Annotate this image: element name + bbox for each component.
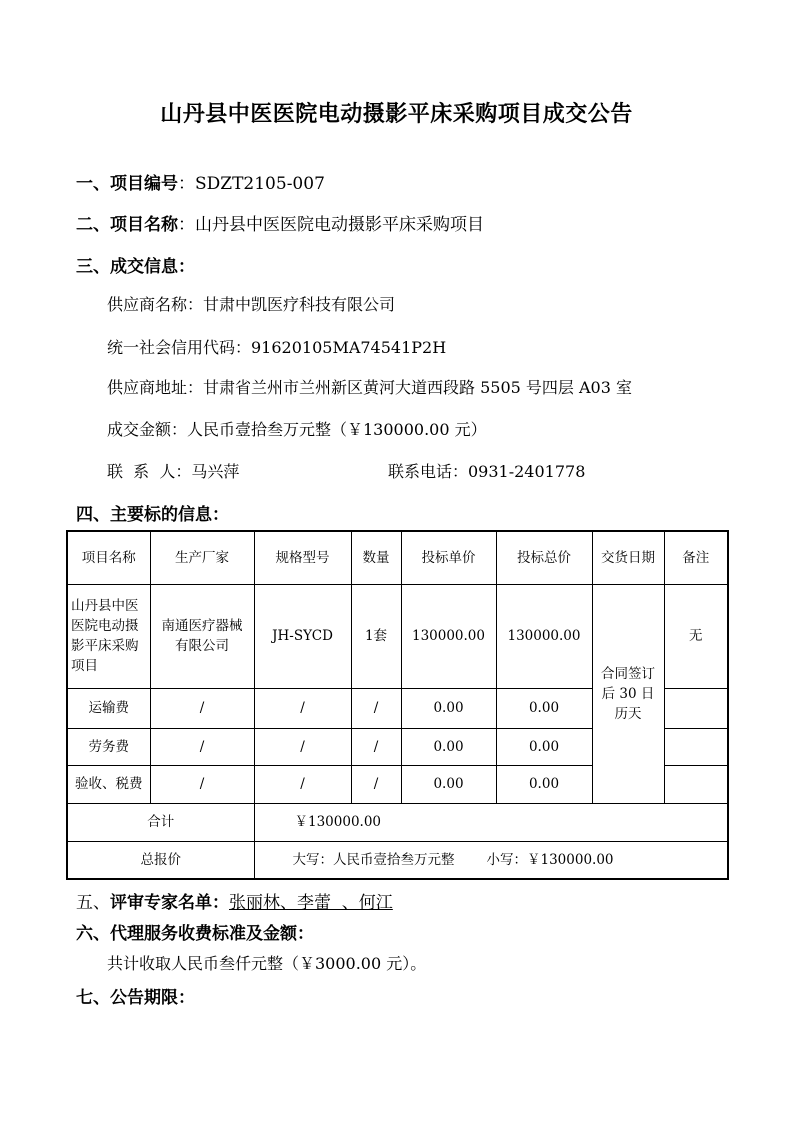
qty-cell: / bbox=[351, 728, 401, 765]
total-upper: 大写：人民币壹拾叁万元整 bbox=[292, 851, 455, 868]
experts-value: 张丽林、李蕾 、何江 bbox=[229, 893, 393, 913]
model-cell: / bbox=[254, 765, 351, 803]
deal-amount: 成交金额：人民币壹拾叁万元整（￥130000.00 元） bbox=[107, 420, 487, 439]
items-table bbox=[66, 530, 729, 880]
section-label: 评审专家名单 bbox=[110, 893, 212, 913]
remark-cell bbox=[664, 728, 728, 765]
section-project-name: 二、项目名称：山丹县中医医院电动摄影平床采购项目 bbox=[76, 215, 484, 235]
total-price-cell: 0.00 bbox=[496, 688, 592, 728]
unit-price-cell: 0.00 bbox=[401, 728, 496, 765]
project-number-value: SDZT2105-007 bbox=[195, 174, 325, 194]
total-row bbox=[67, 841, 728, 879]
model-cell: JH-SYCD bbox=[254, 584, 351, 688]
table-row bbox=[67, 584, 728, 688]
unit-price-cell: 0.00 bbox=[401, 688, 496, 728]
fee-name-cell: 验收、税费 bbox=[67, 765, 150, 803]
page-title: 山丹县中医医院电动摄影平床采购项目成交公告 bbox=[160, 102, 633, 127]
qty-cell: / bbox=[351, 688, 401, 728]
fee-name-cell: 劳务费 bbox=[67, 728, 150, 765]
section-notice-period: 七、公告期限： bbox=[76, 988, 195, 1008]
total-value bbox=[254, 841, 728, 879]
header-cell: 项目名称 bbox=[67, 531, 150, 584]
header-cell: 生产厂家 bbox=[150, 531, 254, 584]
fee-name-cell: 运输费 bbox=[67, 688, 150, 728]
model-cell: / bbox=[254, 728, 351, 765]
maker-cell: / bbox=[150, 688, 254, 728]
total-price-cell: 0.00 bbox=[496, 728, 592, 765]
maker-cell: / bbox=[150, 728, 254, 765]
table-header-row bbox=[67, 531, 728, 584]
section-label: 六、代理服务收费标准及金额 bbox=[76, 924, 297, 944]
header-cell: 备注 bbox=[664, 531, 728, 584]
total-lower: 小写：￥130000.00 bbox=[486, 851, 614, 868]
unit-price-cell: 130000.00 bbox=[401, 584, 496, 688]
header-cell: 规格型号 bbox=[254, 531, 351, 584]
section-label: 一、项目编号 bbox=[76, 174, 178, 194]
contact-phone: 联系电话：0931-2401778 bbox=[388, 462, 586, 481]
section-agency-fee: 六、代理服务收费标准及金额： bbox=[76, 924, 314, 944]
supplier-name: 供应商名称：甘肃中凯医疗科技有限公司 bbox=[107, 295, 396, 314]
header-cell: 数量 bbox=[351, 531, 401, 584]
remark-cell bbox=[664, 765, 728, 803]
supplier-address: 供应商地址：甘肃省兰州市兰州新区黄河大道西段路 5505 号四层 A03 室 bbox=[107, 378, 632, 397]
section-label: 二、项目名称 bbox=[76, 215, 178, 235]
total-label: 总报价 bbox=[67, 841, 254, 879]
project-name-value: 山丹县中医医院电动摄影平床采购项目 bbox=[195, 215, 484, 235]
header-cell: 投标单价 bbox=[401, 531, 496, 584]
maker-cell: 南通医疗器械有限公司 bbox=[150, 584, 254, 688]
delivery-cell: 合同签订后 30 日历天 bbox=[592, 584, 664, 803]
section-label: 三、成交信息 bbox=[76, 257, 178, 277]
qty-cell: 1套 bbox=[351, 584, 401, 688]
remark-cell bbox=[664, 688, 728, 728]
contact-person: 联 系 人：马兴萍 bbox=[107, 462, 240, 481]
subtotal-value: ￥130000.00 bbox=[254, 803, 728, 841]
model-cell: / bbox=[254, 688, 351, 728]
section-experts: 五、评审专家名单：张丽林、李蕾 、何江 bbox=[76, 893, 393, 913]
section-label: 七、公告期限 bbox=[76, 988, 178, 1008]
unit-price-cell: 0.00 bbox=[401, 765, 496, 803]
credit-code: 统一社会信用代码：91620105MA74541P2H bbox=[107, 338, 447, 357]
section-main-items: 四、主要标的信息： bbox=[76, 505, 229, 525]
agency-fee-value: 共计收取人民币叁仟元整（￥3000.00 元）。 bbox=[107, 954, 427, 973]
total-price-cell: 0.00 bbox=[496, 765, 592, 803]
qty-cell: / bbox=[351, 765, 401, 803]
subtotal-row bbox=[67, 803, 728, 841]
total-price-cell: 130000.00 bbox=[496, 584, 592, 688]
section-project-number: 一、项目编号：SDZT2105-007 bbox=[76, 174, 325, 194]
section-deal-info: 三、成交信息： bbox=[76, 257, 195, 277]
subtotal-label: 合计 bbox=[67, 803, 254, 841]
maker-cell: / bbox=[150, 765, 254, 803]
header-cell: 投标总价 bbox=[496, 531, 592, 584]
item-name-cell: 山丹县中医医院电动摄影平床采购项目 bbox=[67, 584, 150, 688]
remark-cell: 无 bbox=[664, 584, 728, 688]
section-label: 四、主要标的信息 bbox=[76, 505, 212, 525]
header-cell: 交货日期 bbox=[592, 531, 664, 584]
